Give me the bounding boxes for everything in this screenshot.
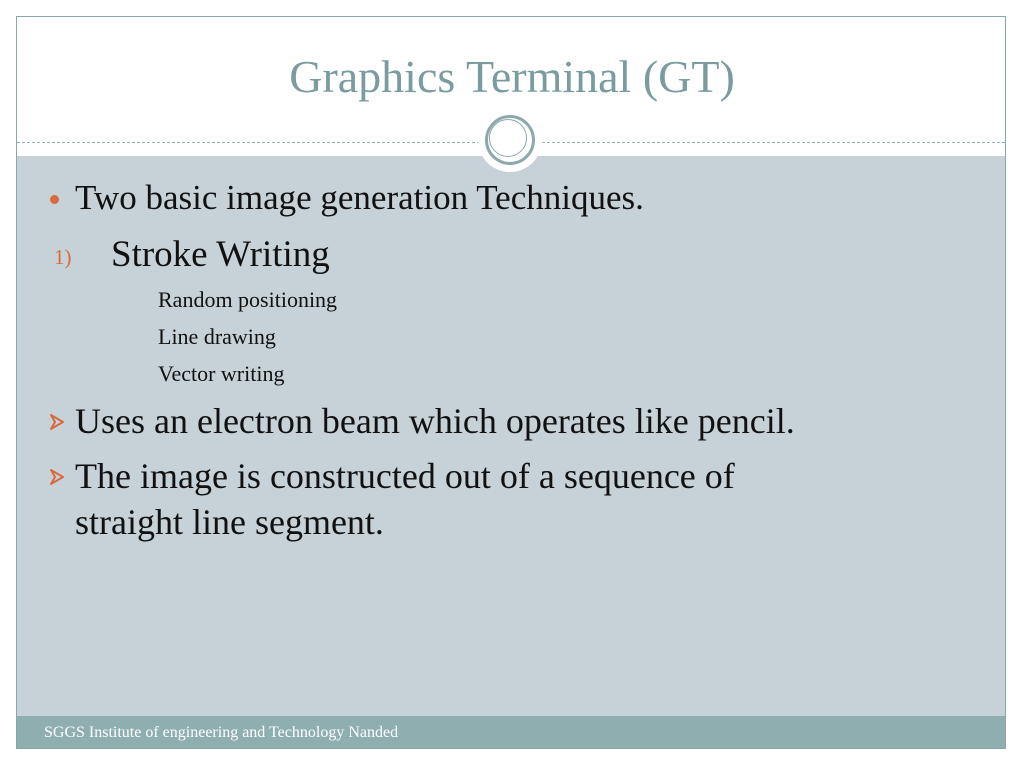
arrow-bullet-icon	[48, 467, 66, 487]
inner-ring	[489, 119, 527, 157]
footer-bar	[17, 716, 1005, 748]
sub-item: Line drawing	[158, 324, 276, 349]
arrow-item-continuation: straight line segment.	[75, 502, 384, 542]
footer-text: SGGS Institute of engineering and Technology Nanded	[44, 724, 399, 741]
circle-bullet-icon	[50, 195, 59, 204]
sub-item: Vector writing	[158, 361, 285, 386]
bullet-main: Two basic image generation Techniques.	[75, 178, 644, 217]
slide-title: Graphics Terminal (GT)	[289, 51, 735, 102]
numbered-marker: 1)	[54, 245, 72, 269]
arrow-bullet-icon	[48, 412, 66, 432]
ring-emblem-icon	[478, 108, 542, 172]
sub-item: Random positioning	[158, 287, 338, 312]
numbered-item: Stroke Writing	[111, 234, 330, 275]
arrow-item: Uses an electron beam which operates like pencil.	[75, 401, 795, 441]
arrow-item: The image is constructed out of a sequence of	[75, 456, 735, 496]
